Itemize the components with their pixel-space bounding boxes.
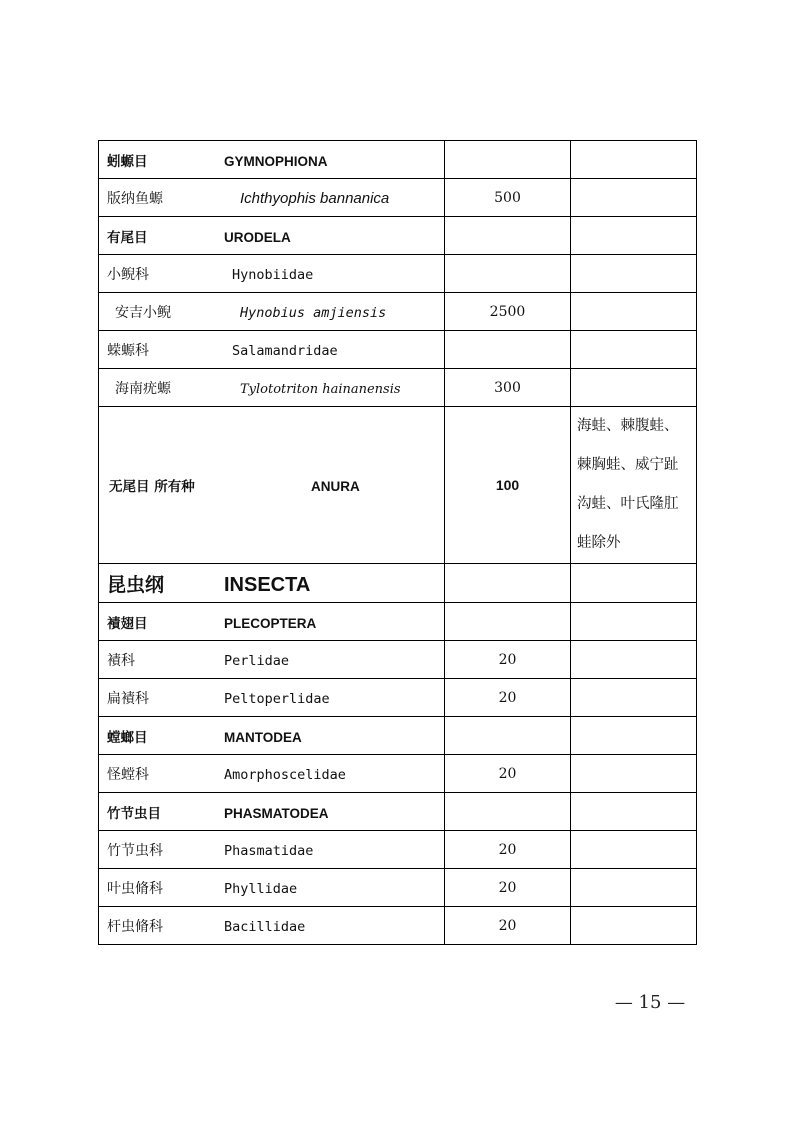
- note-cell: [571, 179, 697, 217]
- note-cell: [571, 369, 697, 407]
- value-cell: [445, 217, 571, 255]
- note-cell: [571, 407, 697, 564]
- latin-name: URODELA: [224, 229, 291, 245]
- chinese-name: 竹节虫科: [107, 842, 163, 859]
- name-cell: [99, 907, 445, 945]
- table-row-class: [99, 564, 697, 603]
- value-cell: [445, 717, 571, 755]
- latin-name: PLECOPTERA: [224, 615, 317, 631]
- note-cell: [571, 679, 697, 717]
- value-cell: 20: [445, 907, 571, 945]
- note-cell: [571, 564, 697, 603]
- name-cell: [99, 564, 445, 603]
- name-cell: [99, 407, 445, 564]
- name-cell: [99, 369, 445, 407]
- table-row-family: [99, 831, 697, 869]
- chinese-name: 襀科: [107, 652, 135, 669]
- value-cell: 20: [445, 831, 571, 869]
- chinese-name: 版纳鱼螈: [107, 190, 163, 207]
- latin-name: Perlidae: [224, 652, 290, 669]
- value-cell: [445, 793, 571, 831]
- name-cell: [99, 141, 445, 179]
- value-cell: 20: [445, 641, 571, 679]
- note-cell: [571, 755, 697, 793]
- chinese-name: 襀翅目: [107, 615, 148, 631]
- latin-name: PHASMATODEA: [224, 805, 329, 821]
- name-cell: [99, 831, 445, 869]
- name-cell: [99, 293, 445, 331]
- value-cell: [445, 603, 571, 641]
- chinese-name: 有尾目: [107, 229, 148, 245]
- value-cell: 2500: [445, 293, 571, 331]
- note-cell: [571, 255, 697, 293]
- chinese-name: 叶虫脩科: [107, 880, 163, 897]
- value-cell: 20: [445, 755, 571, 793]
- chinese-name: 竹节虫目: [107, 805, 161, 821]
- latin-name: Tylototriton hainanensis: [240, 381, 401, 397]
- species-table: [98, 140, 697, 945]
- table-row-order-all-species: [99, 407, 697, 564]
- value-cell: 100: [445, 407, 571, 564]
- table-row-family: [99, 255, 697, 293]
- chinese-name: 昆虫纲: [107, 573, 165, 596]
- table-row-species: [99, 179, 697, 217]
- table-row-family: [99, 641, 697, 679]
- name-cell: [99, 179, 445, 217]
- name-cell: [99, 255, 445, 293]
- latin-name: Amorphoscelidae: [224, 766, 346, 783]
- chinese-name: 蝾螈科: [107, 342, 149, 359]
- chinese-name: 安吉小鲵: [115, 304, 171, 321]
- latin-name: MANTODEA: [224, 729, 302, 745]
- latin-name: Hynobiidae: [232, 266, 314, 283]
- name-cell: [99, 331, 445, 369]
- value-cell: 300: [445, 369, 571, 407]
- chinese-name: 螳螂目: [107, 729, 148, 745]
- table-row-family: [99, 755, 697, 793]
- note-cell: [571, 603, 697, 641]
- latin-name: Phasmatidae: [224, 842, 314, 859]
- latin-name: ANURA: [311, 479, 360, 494]
- name-cell: [99, 217, 445, 255]
- latin-name: Bacillidae: [224, 918, 306, 935]
- table-row-species: [99, 293, 697, 331]
- latin-name: Peltoperlidae: [224, 690, 330, 707]
- chinese-name: 杆虫脩科: [107, 918, 163, 935]
- value-cell: [445, 255, 571, 293]
- name-cell: [99, 869, 445, 907]
- table-row-family: [99, 331, 697, 369]
- table-row-family: [99, 869, 697, 907]
- value-cell: 500: [445, 179, 571, 217]
- exception-note: 海蛙、棘腹蛙、棘胸蛙、威宁趾沟蛙、叶氏隆肛蛙除外: [577, 418, 679, 551]
- name-cell: [99, 679, 445, 717]
- note-cell: [571, 907, 697, 945]
- name-cell: [99, 793, 445, 831]
- value-cell: [445, 564, 571, 603]
- latin-name: INSECTA: [224, 573, 311, 596]
- value-cell: [445, 141, 571, 179]
- value-cell: 20: [445, 679, 571, 717]
- note-cell: [571, 331, 697, 369]
- note-cell: [571, 641, 697, 679]
- name-cell: [99, 603, 445, 641]
- chinese-name: 海南疣螈: [115, 380, 171, 397]
- latin-name: Hynobius amjiensis: [240, 304, 387, 321]
- note-cell: [571, 141, 697, 179]
- table-row-family: [99, 907, 697, 945]
- value-cell: [445, 331, 571, 369]
- page-number: — 15 —: [614, 992, 686, 1013]
- table-row-order: [99, 141, 697, 179]
- value-cell: 20: [445, 869, 571, 907]
- name-cell: [99, 717, 445, 755]
- latin-name: Phyllidae: [224, 880, 298, 897]
- note-cell: [571, 293, 697, 331]
- table-row-species: [99, 369, 697, 407]
- note-cell: [571, 869, 697, 907]
- note-cell: [571, 793, 697, 831]
- note-cell: [571, 217, 697, 255]
- chinese-name: 无尾目 所有种: [109, 479, 195, 495]
- note-cell: [571, 831, 697, 869]
- latin-name: GYMNOPHIONA: [224, 153, 328, 169]
- chinese-name: 怪螳科: [107, 766, 149, 783]
- name-cell: [99, 641, 445, 679]
- latin-name: Salamandridae: [232, 342, 338, 359]
- chinese-name: 扁襀科: [107, 690, 149, 707]
- table-row-order: [99, 793, 697, 831]
- chinese-name: 蚓螈目: [107, 153, 148, 169]
- chinese-name: 小鲵科: [107, 266, 149, 283]
- table-row-order: [99, 217, 697, 255]
- table-row-order: [99, 603, 697, 641]
- note-cell: [571, 717, 697, 755]
- latin-name: Ichthyophis bannanica: [240, 189, 390, 207]
- table-row-family: [99, 679, 697, 717]
- name-cell: [99, 755, 445, 793]
- table-row-order: [99, 717, 697, 755]
